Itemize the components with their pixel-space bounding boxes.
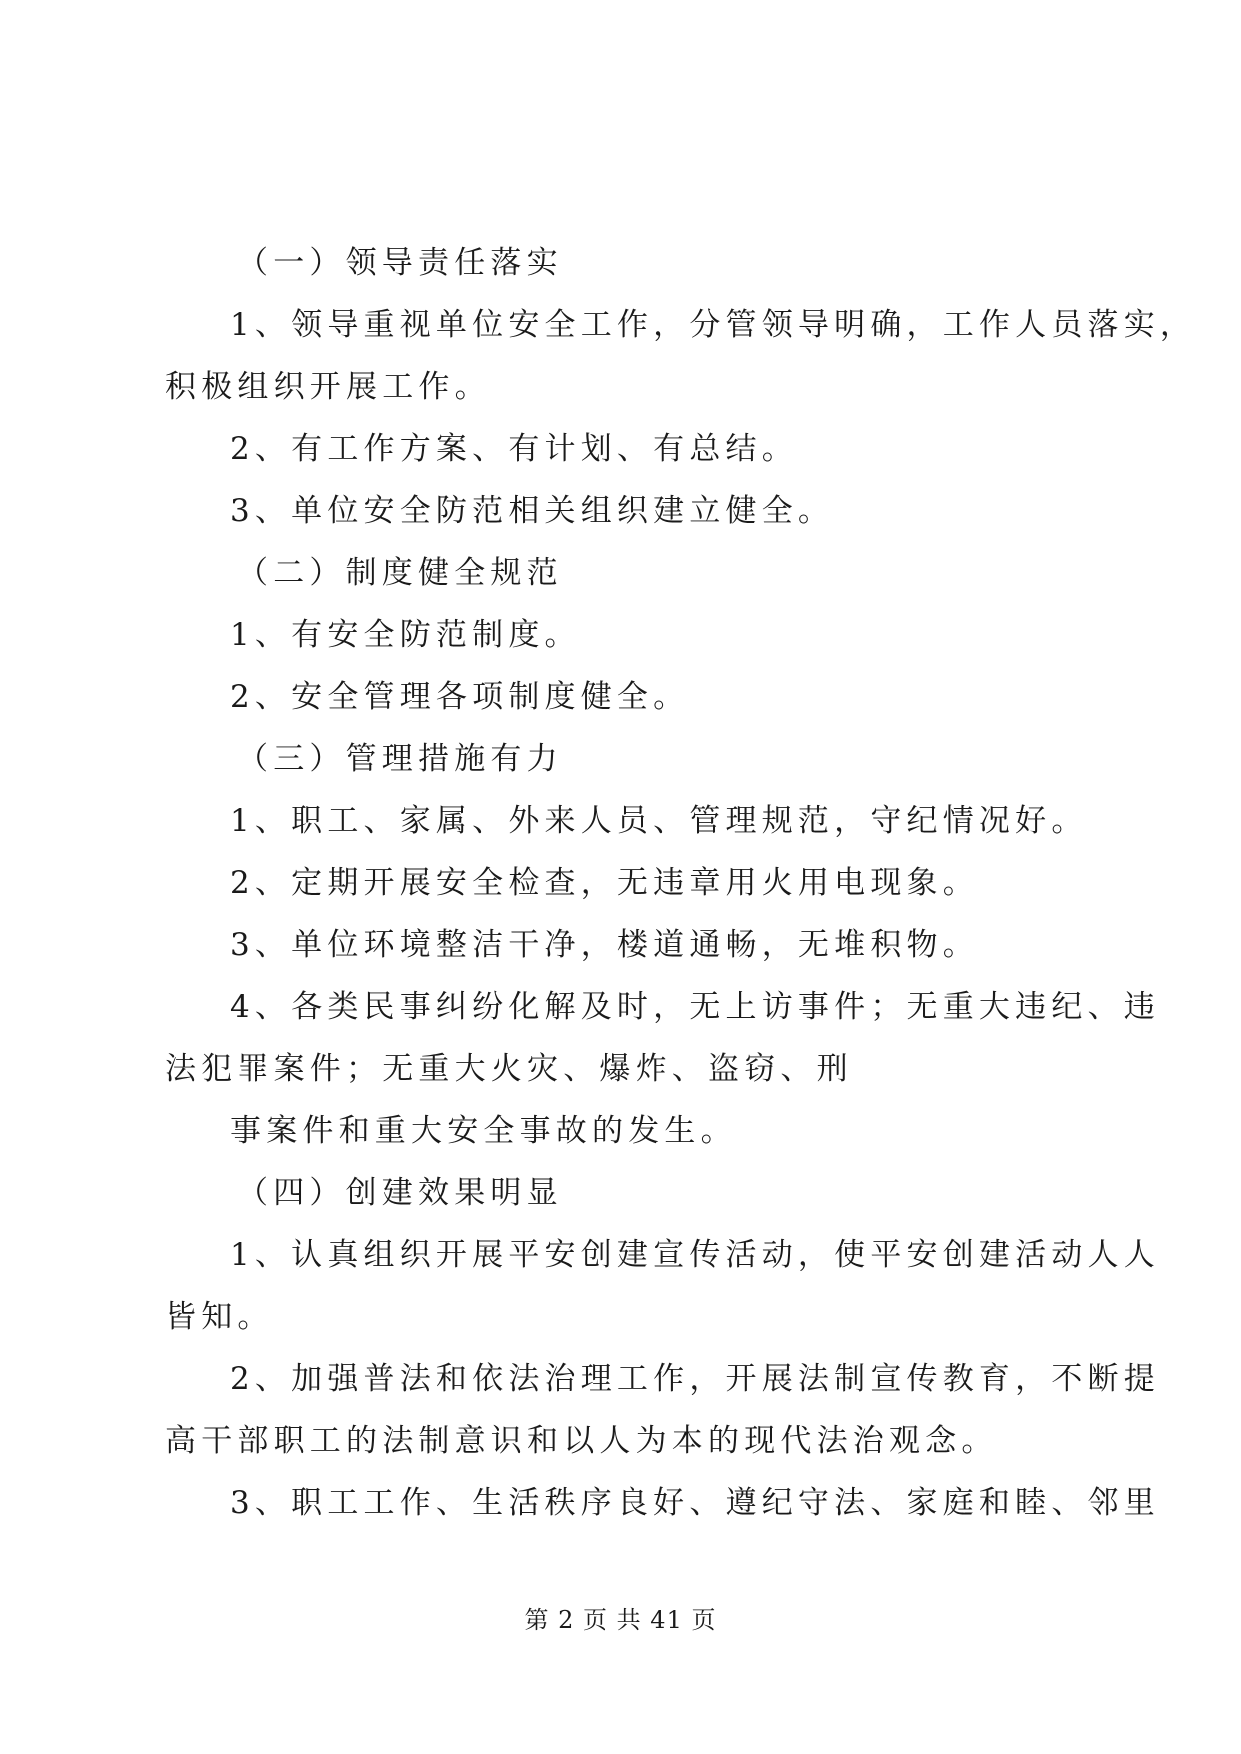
section-heading-1: （一）领导责任落实 [237,245,563,281]
page-number-footer: 第 2 页 共 41 页 [524,1606,717,1634]
paragraph-line: 法犯罪案件；无重大火灾、爆炸、盗窃、刑 [165,1051,853,1087]
paragraph-line: 2、定期开展安全检查，无违章用火用电现象。 [230,865,979,901]
paragraph-line: 1、有安全防范制度。 [230,617,581,653]
paragraph-line: 3、单位安全防范相关组织建立健全。 [230,493,835,529]
section-heading-3: （三）管理措施有力 [237,741,563,777]
paragraph-line: 3、职工工作、生活秩序良好、遵纪守法、家庭和睦、邻里 [230,1485,1160,1521]
paragraph-line: 2、有工作方案、有计划、有总结。 [230,431,798,467]
paragraph-line: 2、加强普法和依法治理工作，开展法制宣传教育，不断提 [230,1361,1160,1397]
document-body [165,232,1197,1534]
paragraph-line: 3、单位环境整洁干净，楼道通畅，无堆积物。 [230,927,979,963]
section-heading-2: （二）制度健全规范 [237,555,563,591]
paragraph-line: 高干部职工的法制意识和以人为本的现代法治观念。 [165,1423,998,1459]
paragraph-line: 2、安全管理各项制度健全。 [230,679,690,715]
paragraph-line: 积极组织开展工作。 [165,369,491,405]
section-heading-4: （四）创建效果明显 [237,1175,563,1211]
paragraph-line: 1、认真组织开展平安创建宣传活动，使平安创建活动人人 [230,1237,1160,1273]
paragraph-line: 1、领导重视单位安全工作，分管领导明确，工作人员落实， [230,307,1197,343]
paragraph-line: 1、职工、家属、外来人员、管理规范，守纪情况好。 [230,803,1088,839]
paragraph-line: 事案件和重大安全事故的发生。 [230,1113,737,1149]
paragraph-line: 4、各类民事纠纷化解及时，无上访事件；无重大违纪、违 [230,989,1160,1025]
paragraph-line: 皆知。 [165,1299,274,1335]
